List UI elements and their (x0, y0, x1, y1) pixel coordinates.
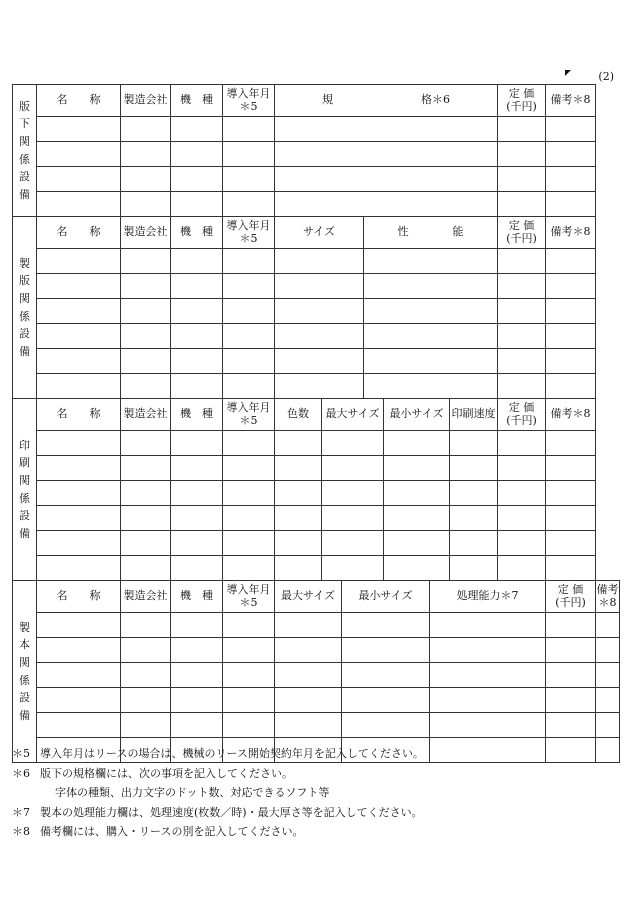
input-cell[interactable] (342, 713, 430, 738)
input-cell[interactable] (37, 456, 121, 481)
input-cell[interactable] (121, 481, 171, 506)
input-cell[interactable] (596, 688, 620, 713)
input-cell[interactable] (450, 506, 498, 531)
binding-header-row (13, 581, 620, 613)
input-cell[interactable] (121, 431, 171, 456)
input-cell[interactable] (546, 456, 596, 481)
input-cell[interactable] (223, 713, 275, 738)
input-cell[interactable] (498, 506, 546, 531)
col-performance-header: 性 能 (364, 217, 498, 249)
input-cell[interactable] (223, 481, 275, 506)
input-cell[interactable] (171, 688, 223, 713)
printing-entry-row (13, 556, 620, 581)
input-cell[interactable] (37, 431, 121, 456)
input-cell[interactable] (546, 431, 596, 456)
col-remarks-header: 備考＊8 (546, 399, 596, 431)
col-size-header: サイズ (275, 217, 364, 249)
col-remarks-header: 備考＊8 (546, 217, 596, 249)
input-cell[interactable] (498, 167, 546, 192)
input-cell[interactable] (342, 663, 430, 688)
input-cell[interactable] (364, 349, 498, 374)
input-cell[interactable] (171, 663, 223, 688)
input-cell[interactable] (171, 249, 223, 274)
input-cell[interactable] (546, 274, 596, 299)
input-cell[interactable] (546, 249, 596, 274)
input-cell[interactable] (322, 431, 384, 456)
input-cell[interactable] (223, 274, 275, 299)
input-cell[interactable] (322, 556, 384, 581)
input-cell[interactable] (450, 531, 498, 556)
input-cell[interactable] (171, 456, 223, 481)
input-cell[interactable] (121, 249, 171, 274)
input-cell[interactable] (37, 142, 121, 167)
input-cell[interactable] (275, 192, 498, 217)
printing-entry-row (13, 531, 620, 556)
input-cell[interactable] (322, 531, 384, 556)
input-cell[interactable] (223, 324, 275, 349)
prepress-entry-row (13, 117, 620, 142)
col-max-size-header: 最大サイズ (275, 581, 342, 613)
input-cell[interactable] (430, 713, 546, 738)
input-cell[interactable] (546, 349, 596, 374)
input-cell[interactable] (430, 663, 546, 688)
input-cell[interactable] (223, 613, 275, 638)
input-cell[interactable] (171, 613, 223, 638)
binding-entry-row (13, 663, 620, 688)
corner-mark (565, 70, 571, 76)
input-cell[interactable] (171, 274, 223, 299)
input-cell[interactable] (121, 531, 171, 556)
input-cell[interactable] (171, 167, 223, 192)
platemaking-entry-row (13, 374, 620, 399)
input-cell[interactable] (171, 713, 223, 738)
input-cell[interactable] (223, 456, 275, 481)
input-cell[interactable] (364, 374, 498, 399)
col-capacity-header: 処理能力＊7 (430, 581, 546, 613)
input-cell[interactable] (275, 274, 364, 299)
input-cell[interactable] (37, 374, 121, 399)
footnote-6-detail: 字体の種類、出力文字のドット数、対応できるソフト等 (55, 786, 330, 799)
input-cell[interactable] (121, 349, 171, 374)
footnote-7: ＊7 製本の処理能力欄は、処理速度(枚数／時)・最大厚さ等を記入してください。 (12, 805, 423, 819)
binding-entry-row (13, 713, 620, 738)
input-cell[interactable] (37, 349, 121, 374)
input-cell[interactable] (121, 688, 171, 713)
input-cell[interactable] (498, 192, 546, 217)
input-cell[interactable] (546, 167, 596, 192)
input-cell[interactable] (498, 556, 546, 581)
input-cell[interactable] (498, 274, 546, 299)
input-cell[interactable] (275, 167, 498, 192)
input-cell[interactable] (275, 713, 342, 738)
col-maker-header: 製造会社 (121, 581, 171, 613)
input-cell[interactable] (121, 713, 171, 738)
col-name-header: 名 称 (37, 399, 121, 431)
input-cell[interactable] (37, 117, 121, 142)
input-cell[interactable] (37, 638, 121, 663)
col-name-header: 名 称 (37, 217, 121, 249)
col-intro-date-header: 導入年月 ＊5 (223, 581, 275, 613)
equipment-form-table (12, 84, 620, 763)
input-cell[interactable] (121, 374, 171, 399)
col-intro-date-header: 導入年月 ＊5 (223, 217, 275, 249)
input-cell[interactable] (223, 142, 275, 167)
footnote-6: ＊6 版下の規格欄には、次の事項を記入してください。 (12, 766, 293, 780)
section-label-printing: 印刷関係設備 (13, 399, 37, 581)
input-cell[interactable] (546, 688, 596, 713)
input-cell[interactable] (546, 638, 596, 663)
input-cell[interactable] (450, 556, 498, 581)
input-cell[interactable] (171, 506, 223, 531)
input-cell[interactable] (384, 506, 450, 531)
input-cell[interactable] (223, 117, 275, 142)
input-cell[interactable] (171, 324, 223, 349)
input-cell[interactable] (37, 324, 121, 349)
input-cell[interactable] (121, 613, 171, 638)
col-model-header: 機 種 (171, 581, 223, 613)
platemaking-entry-row (13, 324, 620, 349)
input-cell[interactable] (322, 481, 384, 506)
input-cell[interactable] (384, 431, 450, 456)
input-cell[interactable] (223, 531, 275, 556)
input-cell[interactable] (546, 713, 596, 738)
input-cell[interactable] (275, 456, 322, 481)
col-maker-header: 製造会社 (121, 399, 171, 431)
input-cell[interactable] (546, 299, 596, 324)
input-cell[interactable] (37, 663, 121, 688)
input-cell[interactable] (223, 638, 275, 663)
input-cell[interactable] (171, 481, 223, 506)
input-cell[interactable] (37, 274, 121, 299)
input-cell[interactable] (364, 249, 498, 274)
input-cell[interactable] (546, 374, 596, 399)
printing-entry-row (13, 456, 620, 481)
footnote-5: ＊5 導入年月はリースの場合は、機械のリース開始契約年月を記入してください。 (12, 747, 424, 760)
input-cell[interactable] (223, 192, 275, 217)
input-cell[interactable] (275, 142, 498, 167)
col-spec-header: 規 格＊6 (275, 85, 498, 117)
input-cell[interactable] (546, 556, 596, 581)
input-cell[interactable] (450, 431, 498, 456)
printing-header-row (13, 399, 620, 431)
input-cell[interactable] (275, 299, 364, 324)
col-price-header: 定 価 (千円) (498, 399, 546, 431)
input-cell[interactable] (450, 456, 498, 481)
input-cell[interactable] (223, 299, 275, 324)
input-cell[interactable] (546, 663, 596, 688)
input-cell[interactable] (37, 481, 121, 506)
col-print-speed-header: 印刷速度 (450, 399, 498, 431)
col-intro-date-header: 導入年月 ＊5 (223, 399, 275, 431)
input-cell[interactable] (498, 481, 546, 506)
input-cell[interactable] (223, 431, 275, 456)
input-cell[interactable] (37, 556, 121, 581)
prepress-entry-row (13, 167, 620, 192)
input-cell[interactable] (121, 663, 171, 688)
input-cell[interactable] (498, 431, 546, 456)
input-cell[interactable] (596, 613, 620, 638)
input-cell[interactable] (275, 638, 342, 663)
input-cell[interactable] (121, 324, 171, 349)
input-cell[interactable] (121, 142, 171, 167)
input-cell[interactable] (498, 117, 546, 142)
input-cell[interactable] (171, 431, 223, 456)
col-colors-header: 色数 (275, 399, 322, 431)
input-cell[interactable] (546, 117, 596, 142)
input-cell[interactable] (498, 531, 546, 556)
col-name-header: 名 称 (37, 85, 121, 117)
input-cell[interactable] (275, 117, 498, 142)
platemaking-entry-row (13, 274, 620, 299)
input-cell[interactable] (596, 663, 620, 688)
section-label-binding: 製本関係設備 (13, 581, 37, 763)
input-cell[interactable] (121, 117, 171, 142)
input-cell[interactable] (364, 324, 498, 349)
printing-entry-row (13, 431, 620, 456)
input-cell[interactable] (37, 167, 121, 192)
col-intro-date-header: 導入年月 ＊5 (223, 85, 275, 117)
col-price-header: 定 価 (千円) (498, 85, 546, 117)
input-cell[interactable] (171, 531, 223, 556)
input-cell[interactable] (121, 456, 171, 481)
input-cell[interactable] (275, 531, 322, 556)
input-cell[interactable] (342, 638, 430, 663)
input-cell[interactable] (430, 688, 546, 713)
input-cell[interactable] (171, 556, 223, 581)
input-cell[interactable] (275, 613, 342, 638)
input-cell[interactable] (171, 349, 223, 374)
input-cell[interactable] (596, 713, 620, 738)
input-cell[interactable] (322, 456, 384, 481)
input-cell[interactable] (223, 374, 275, 399)
input-cell[interactable] (275, 688, 342, 713)
input-cell[interactable] (275, 556, 322, 581)
prepress-entry-row (13, 142, 620, 167)
col-maker-header: 製造会社 (121, 217, 171, 249)
input-cell[interactable] (384, 456, 450, 481)
input-cell[interactable] (37, 688, 121, 713)
input-cell[interactable] (498, 456, 546, 481)
input-cell[interactable] (384, 481, 450, 506)
input-cell[interactable] (171, 374, 223, 399)
input-cell[interactable] (498, 324, 546, 349)
platemaking-entry-row (13, 249, 620, 274)
input-cell[interactable] (364, 274, 498, 299)
binding-entry-row (13, 613, 620, 638)
col-max-size-header: 最大サイズ (322, 399, 384, 431)
page-number: (2) (598, 70, 614, 83)
prepress-header-row (13, 85, 620, 117)
input-cell[interactable] (498, 299, 546, 324)
col-remarks-header: 備考＊8 (546, 85, 596, 117)
footnotes (12, 744, 618, 842)
input-cell[interactable] (37, 531, 121, 556)
col-price-header: 定 価 (千円) (546, 581, 596, 613)
input-cell[interactable] (342, 688, 430, 713)
col-remarks-header: 備考＊8 (596, 581, 620, 613)
input-cell[interactable] (546, 613, 596, 638)
input-cell[interactable] (546, 192, 596, 217)
input-cell[interactable] (275, 324, 364, 349)
col-price-header: 定 価 (千円) (498, 217, 546, 249)
platemaking-header-row (13, 217, 620, 249)
input-cell[interactable] (275, 249, 364, 274)
input-cell[interactable] (223, 506, 275, 531)
input-cell[interactable] (223, 349, 275, 374)
platemaking-entry-row (13, 299, 620, 324)
input-cell[interactable] (223, 249, 275, 274)
input-cell[interactable] (171, 638, 223, 663)
col-min-size-header: 最小サイズ (384, 399, 450, 431)
col-min-size-header: 最小サイズ (342, 581, 430, 613)
input-cell[interactable] (121, 506, 171, 531)
prepress-entry-row (13, 192, 620, 217)
input-cell[interactable] (384, 556, 450, 581)
input-cell[interactable] (275, 663, 342, 688)
input-cell[interactable] (364, 299, 498, 324)
input-cell[interactable] (223, 688, 275, 713)
input-cell[interactable] (430, 613, 546, 638)
input-cell[interactable] (450, 481, 498, 506)
input-cell[interactable] (171, 117, 223, 142)
input-cell[interactable] (498, 249, 546, 274)
input-cell[interactable] (546, 506, 596, 531)
footnote-8: ＊8 備考欄には、購入・リースの別を記入してください。 (12, 825, 304, 838)
input-cell[interactable] (37, 299, 121, 324)
col-model-header: 機 種 (171, 399, 223, 431)
input-cell[interactable] (223, 556, 275, 581)
input-cell[interactable] (596, 638, 620, 663)
input-cell[interactable] (37, 506, 121, 531)
binding-entry-row (13, 638, 620, 663)
col-name-header: 名 称 (37, 581, 121, 613)
binding-entry-row (13, 688, 620, 713)
input-cell[interactable] (498, 349, 546, 374)
printing-entry-row (13, 481, 620, 506)
input-cell[interactable] (37, 192, 121, 217)
input-cell[interactable] (171, 142, 223, 167)
input-cell[interactable] (171, 299, 223, 324)
input-cell[interactable] (37, 613, 121, 638)
input-cell[interactable] (546, 481, 596, 506)
input-cell[interactable] (275, 481, 322, 506)
input-cell[interactable] (121, 556, 171, 581)
section-label-prepress: 版下関係設備 (13, 85, 37, 217)
input-cell[interactable] (275, 506, 322, 531)
input-cell[interactable] (342, 613, 430, 638)
input-cell[interactable] (546, 142, 596, 167)
input-cell[interactable] (223, 663, 275, 688)
input-cell[interactable] (275, 374, 364, 399)
col-model-header: 機 種 (171, 217, 223, 249)
platemaking-entry-row (13, 349, 620, 374)
input-cell[interactable] (37, 249, 121, 274)
input-cell[interactable] (37, 713, 121, 738)
col-maker-header: 製造会社 (121, 85, 171, 117)
input-cell[interactable] (121, 167, 171, 192)
input-cell[interactable] (275, 349, 364, 374)
input-cell[interactable] (121, 192, 171, 217)
section-label-platemaking: 製版関係設備 (13, 217, 37, 399)
input-cell[interactable] (384, 531, 450, 556)
input-cell[interactable] (121, 274, 171, 299)
input-cell[interactable] (546, 324, 596, 349)
input-cell[interactable] (121, 638, 171, 663)
printing-entry-row (13, 506, 620, 531)
input-cell[interactable] (275, 431, 322, 456)
input-cell[interactable] (498, 142, 546, 167)
input-cell[interactable] (171, 192, 223, 217)
input-cell[interactable] (322, 506, 384, 531)
col-model-header: 機 種 (171, 85, 223, 117)
input-cell[interactable] (498, 374, 546, 399)
input-cell[interactable] (121, 299, 171, 324)
input-cell[interactable] (223, 167, 275, 192)
input-cell[interactable] (430, 638, 546, 663)
input-cell[interactable] (546, 531, 596, 556)
